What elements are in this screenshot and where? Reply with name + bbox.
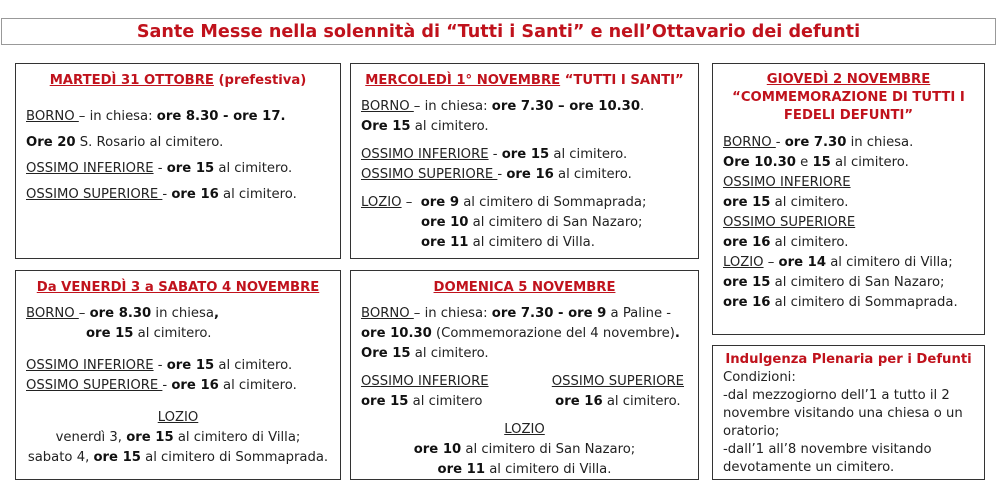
line-text: (Commemorazione del 4 novembre) xyxy=(431,326,675,341)
title-date: MERCOLEDÌ 1° NOVEMBRE xyxy=(365,73,561,88)
line-text: al cimitero. xyxy=(218,187,297,202)
line-text: venerdì 3, xyxy=(55,430,127,445)
page-banner: Sante Messe nella solennità di “Tutti i Santi” e nell’Ottavario dei defunti xyxy=(1,18,996,45)
time-text: ore 16 xyxy=(506,167,554,182)
time-text: ore 15 xyxy=(723,195,771,210)
schedule-line xyxy=(361,117,688,137)
schedule-line xyxy=(361,420,688,440)
time-text: ore 7.30 – ore 10.30 xyxy=(491,99,641,114)
box-title xyxy=(26,71,330,91)
schedule-line xyxy=(361,233,688,253)
title-note: FEDELI DEFUNTI” xyxy=(783,108,914,123)
line-text: al cimitero xyxy=(408,394,483,409)
schedule-line xyxy=(361,304,688,324)
schedule-line xyxy=(26,408,330,428)
place-name: BORNO xyxy=(26,306,79,321)
time-text: ore 7.30 - ore 9 xyxy=(491,306,607,321)
box-martedi xyxy=(15,63,341,259)
line-text: al cimitero di Villa; xyxy=(826,255,953,270)
time-text: ore 16 xyxy=(723,235,771,250)
line-text: al cimitero di San Nazaro; xyxy=(461,442,636,457)
time-text: ore 10 xyxy=(413,442,462,457)
schedule-line xyxy=(26,448,330,468)
line-text: al cimitero. xyxy=(214,161,293,176)
line-text: – in chiesa: xyxy=(413,306,492,321)
column-inferiore xyxy=(361,372,489,412)
time-text: Ore 15 xyxy=(361,119,411,134)
line-text: - xyxy=(488,147,502,162)
place-name: BORNO xyxy=(361,99,414,114)
schedule-line xyxy=(361,97,688,117)
place-name: BORNO xyxy=(26,109,79,124)
schedule-line xyxy=(361,213,688,233)
schedule-line xyxy=(26,107,330,127)
line-text: al cimitero. xyxy=(410,119,489,134)
time-text: ore 16 xyxy=(171,187,219,202)
place-name: OSSIMO INFERIORE xyxy=(26,161,154,176)
schedule-line xyxy=(361,440,688,460)
line-text: al cimitero. xyxy=(133,326,212,341)
box-indulgenza xyxy=(712,345,985,480)
time-text: ore 14 xyxy=(778,255,826,270)
line-text: al cimitero di Sommaprada; xyxy=(459,195,647,210)
line-text: - xyxy=(153,358,167,373)
time-text: ore 11 xyxy=(421,235,469,250)
place-name: BORNO xyxy=(361,306,414,321)
line-text: – in chiesa: xyxy=(78,109,157,124)
schedule-line xyxy=(26,159,330,179)
time-text: ore 11 xyxy=(437,462,485,477)
time-text: ore 15 xyxy=(501,147,550,162)
box-venerdi-sabato xyxy=(15,270,341,480)
title-note: “TUTTI I SANTI” xyxy=(560,73,684,88)
line-text: sabato 4, xyxy=(27,450,94,465)
time-text: Ore 10.30 xyxy=(723,155,796,170)
place-name: OSSIMO SUPERIORE xyxy=(26,378,163,393)
line-text: – in chiesa: xyxy=(413,99,492,114)
line-text: . xyxy=(640,99,645,114)
title-note: “COMMEMORAZIONE DI TUTTI I xyxy=(732,90,965,105)
schedule-line xyxy=(723,133,974,153)
place-name: OSSIMO SUPERIORE xyxy=(551,374,684,389)
schedule-line xyxy=(723,273,974,293)
box-mercoledi xyxy=(350,63,699,259)
box-title xyxy=(361,278,688,298)
line-text: al cimitero. xyxy=(214,358,293,373)
time-text: ore 8.30 xyxy=(89,306,152,321)
line-text: al cimitero. xyxy=(770,195,849,210)
line-text: al cimitero. xyxy=(770,235,849,250)
info-line: devotamente un cimitero. xyxy=(723,460,895,475)
line-text: . xyxy=(674,326,680,341)
box-title xyxy=(26,278,330,298)
place-name: BORNO xyxy=(723,135,776,150)
title-date: GIOVEDÌ 2 NOVEMBRE xyxy=(766,72,931,87)
line-text: - xyxy=(775,135,785,150)
time-text: ore 15 xyxy=(166,358,215,373)
title-date: DOMENICA 5 NOVEMBRE xyxy=(433,280,616,295)
schedule-line xyxy=(26,133,330,153)
info-line: oratorio; xyxy=(723,424,780,439)
line-text: al cimitero di Villa; xyxy=(173,430,301,445)
time-text: ore 16 xyxy=(723,295,771,310)
line-text: al cimitero di Sommaprada. xyxy=(140,450,329,465)
line-text: al cimitero. xyxy=(602,394,681,409)
box-title: Indulgenza Plenaria per i Defunti xyxy=(725,352,972,367)
line-text: e xyxy=(795,155,813,170)
schedule-line xyxy=(723,153,974,173)
time-text: ore 16 xyxy=(171,378,219,393)
time-text: ore 15 xyxy=(126,430,174,445)
time-text: ore 16 xyxy=(555,394,603,409)
schedule-line xyxy=(361,324,688,344)
line-text: a Paline - xyxy=(606,306,672,321)
schedule-line xyxy=(723,213,974,233)
place-name: OSSIMO INFERIORE xyxy=(361,147,489,162)
place-name: OSSIMO SUPERIORE xyxy=(26,187,163,202)
line-text: – xyxy=(401,195,421,210)
schedule-line xyxy=(723,233,974,253)
time-text: ore 15 xyxy=(723,275,771,290)
schedule-line xyxy=(723,253,974,273)
place-name: OSSIMO SUPERIORE xyxy=(723,215,856,230)
time-text: ore 10.30 xyxy=(361,326,432,341)
schedule-line xyxy=(361,460,688,480)
time-text: ore 8.30 - ore 17. xyxy=(156,109,286,124)
line-text: in chiesa. xyxy=(846,135,914,150)
place-name: OSSIMO INFERIORE xyxy=(26,358,154,373)
title-date: Da VENERDÌ 3 a SABATO 4 NOVEMBRE xyxy=(36,280,320,295)
line-text: al cimitero. xyxy=(830,155,909,170)
line-text: al cimitero di Villa. xyxy=(485,462,612,477)
time-text: 15 xyxy=(812,155,831,170)
line-text: S. Rosario al cimitero. xyxy=(75,135,224,150)
time-text: ore 15 xyxy=(361,394,409,409)
line-text: al cimitero. xyxy=(218,378,297,393)
column-superiore xyxy=(552,372,684,412)
line-text: - xyxy=(497,167,507,182)
line-text: al cimitero di Villa. xyxy=(468,235,595,250)
schedule-line xyxy=(723,193,974,213)
box-domenica xyxy=(350,270,699,480)
time-text: ore 15 xyxy=(93,450,141,465)
box-giovedi xyxy=(712,63,985,335)
time-text: Ore 15 xyxy=(361,346,411,361)
schedule-line xyxy=(26,356,330,376)
info-line: -dal mezzogiorno dell’1 a tutto il 2 xyxy=(723,388,950,403)
line-text: - xyxy=(153,161,167,176)
time-text: ore 15 xyxy=(86,326,134,341)
line-text: al cimitero. xyxy=(410,346,489,361)
box-title xyxy=(361,71,688,91)
time-text: ore 7.30 xyxy=(784,135,847,150)
title-date: MARTEDÌ 31 OTTOBRE xyxy=(49,73,214,88)
line-text: – xyxy=(78,306,90,321)
line-text: al cimitero di San Nazaro; xyxy=(770,275,945,290)
schedule-line xyxy=(361,165,688,185)
line-text: al cimitero. xyxy=(549,147,628,162)
place-name: LOZIO xyxy=(361,195,402,210)
two-column-row xyxy=(361,372,688,412)
line-text: – xyxy=(763,255,779,270)
schedule-line xyxy=(723,293,974,313)
place-name: OSSIMO INFERIORE xyxy=(361,374,489,389)
place-name: LOZIO xyxy=(504,422,545,437)
line-text: - xyxy=(162,187,172,202)
place-name: LOZIO xyxy=(157,410,199,425)
info-line: Condizioni: xyxy=(723,370,796,385)
time-text: ore 15 xyxy=(166,161,215,176)
info-line: novembre visitando una chiesa o un xyxy=(723,406,963,421)
line-text: in chiesa xyxy=(151,306,214,321)
schedule-line xyxy=(26,324,330,344)
place-name: LOZIO xyxy=(723,255,764,270)
line-text: al cimitero di San Nazaro; xyxy=(468,215,643,230)
time-text: Ore 20 xyxy=(26,135,76,150)
line-text: , xyxy=(213,306,219,321)
schedule-line xyxy=(361,145,688,165)
line-text: al cimitero. xyxy=(553,167,632,182)
schedule-line xyxy=(26,428,330,448)
line-text: al cimitero di Sommaprada. xyxy=(770,295,958,310)
schedule-line xyxy=(361,344,688,364)
place-name: OSSIMO INFERIORE xyxy=(723,175,851,190)
schedule-line xyxy=(26,376,330,396)
time-text: ore 10 xyxy=(421,215,469,230)
schedule-line xyxy=(26,304,330,324)
schedule-line xyxy=(26,185,330,205)
schedule-line xyxy=(723,173,974,193)
title-note: (prefestiva) xyxy=(213,73,307,88)
info-line: -dall’1 all’8 novembre visitando xyxy=(723,442,932,457)
line-text: - xyxy=(162,378,172,393)
place-name: OSSIMO SUPERIORE xyxy=(361,167,498,182)
schedule-line xyxy=(361,193,688,213)
box-title xyxy=(723,71,974,125)
time-text: ore 9 xyxy=(420,195,460,210)
